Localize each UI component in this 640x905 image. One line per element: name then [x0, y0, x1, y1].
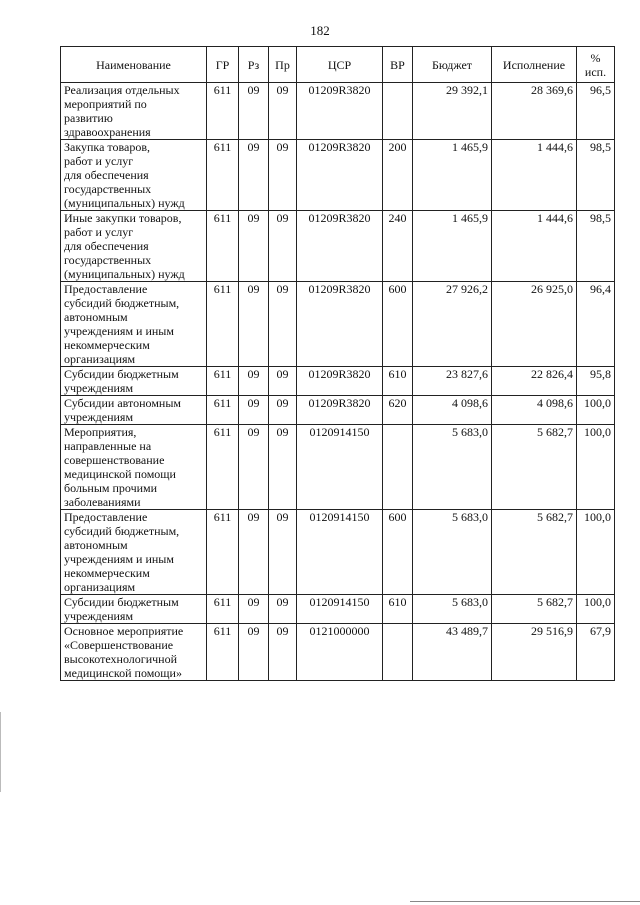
- row-name-line: государственных: [64, 182, 152, 196]
- row-name-line: некоммерческим: [64, 338, 150, 352]
- row-percent: 98,5: [577, 140, 615, 211]
- row-gr: 611: [207, 367, 239, 396]
- table-row: [61, 83, 615, 140]
- table-row: [61, 396, 615, 425]
- row-percent: 100,0: [577, 595, 615, 624]
- row-name-line: учреждениям и иным: [64, 552, 174, 566]
- row-name-line: для обеспечения: [64, 239, 149, 253]
- row-name-line: направленные на: [64, 439, 152, 453]
- row-vr: 240: [383, 211, 413, 282]
- row-name-line: учреждениям: [64, 410, 134, 424]
- row-name-line: здравоохранения: [64, 125, 151, 139]
- row-name-line: медицинской помощи»: [64, 666, 182, 680]
- row-name-line: для обеспечения: [64, 168, 149, 182]
- row-pr: 09: [269, 396, 297, 425]
- header-percent-sign: %: [590, 50, 601, 65]
- row-csr: 01209R3820: [297, 367, 383, 396]
- row-name-line: автономным: [64, 538, 128, 552]
- row-name-line: больным прочими: [64, 481, 158, 495]
- row-name-line: Реализация отдельных: [64, 83, 180, 97]
- table-header-row: [61, 47, 615, 83]
- row-name-line: Предоставление: [64, 510, 148, 524]
- row-pr: 09: [269, 624, 297, 681]
- row-name-line: заболеваниями: [64, 495, 141, 509]
- row-name-line: государственных: [64, 253, 152, 267]
- row-gr: 611: [207, 282, 239, 367]
- header-percent-abbr: исп.: [584, 64, 607, 79]
- row-name-line: развитию: [64, 111, 113, 125]
- table-row: [61, 624, 615, 681]
- row-pr: 09: [269, 595, 297, 624]
- row-name-line: (муниципальных) нужд: [64, 196, 185, 210]
- row-rz: 09: [239, 83, 269, 140]
- row-execution: 29 516,9: [492, 624, 577, 681]
- row-budget: 5 683,0: [413, 595, 492, 624]
- row-name-line: Иные закупки товаров,: [64, 211, 182, 225]
- row-percent: 96,5: [577, 83, 615, 140]
- row-csr: 01209R3820: [297, 140, 383, 211]
- row-gr: 611: [207, 425, 239, 510]
- row-budget: 43 489,7: [413, 624, 492, 681]
- row-name-line: учреждениям и иным: [64, 324, 174, 338]
- row-vr: 600: [383, 282, 413, 367]
- row-execution: 4 098,6: [492, 396, 577, 425]
- row-name-line: организациям: [64, 580, 136, 594]
- row-pr: 09: [269, 140, 297, 211]
- row-csr: 0120914150: [297, 510, 383, 595]
- row-name-line: медицинской помощи: [64, 467, 176, 481]
- row-name: [61, 396, 207, 425]
- header-csr: ЦСР: [297, 47, 383, 83]
- header-pr: Пр: [269, 47, 297, 83]
- row-rz: 09: [239, 282, 269, 367]
- row-execution: 22 826,4: [492, 367, 577, 396]
- row-name: [61, 367, 207, 396]
- row-name-line: учреждениям: [64, 381, 134, 395]
- row-rz: 09: [239, 595, 269, 624]
- row-rz: 09: [239, 367, 269, 396]
- table-row: [61, 140, 615, 211]
- row-name-line: работ и услуг: [64, 225, 134, 239]
- row-budget: 5 683,0: [413, 510, 492, 595]
- row-name: [61, 624, 207, 681]
- row-vr: [383, 83, 413, 140]
- row-budget: 1 465,9: [413, 140, 492, 211]
- header-percent: [577, 47, 615, 83]
- row-vr: 200: [383, 140, 413, 211]
- table-row: [61, 510, 615, 595]
- row-name-line: Субсидии бюджетным: [64, 367, 179, 381]
- page-number: 182: [310, 23, 330, 38]
- row-budget: 4 098,6: [413, 396, 492, 425]
- row-name-line: автономным: [64, 310, 128, 324]
- row-name-line: Субсидии бюджетным: [64, 595, 179, 609]
- row-execution: 5 682,7: [492, 425, 577, 510]
- row-name: [61, 510, 207, 595]
- row-rz: 09: [239, 396, 269, 425]
- table-row: [61, 595, 615, 624]
- row-pr: 09: [269, 282, 297, 367]
- row-name-line: «Совершенствование: [64, 638, 174, 652]
- scan-bottom-line: [410, 901, 640, 902]
- row-rz: 09: [239, 510, 269, 595]
- budget-execution-table: [60, 46, 615, 681]
- row-budget: 5 683,0: [413, 425, 492, 510]
- table-row: [61, 282, 615, 367]
- row-rz: 09: [239, 140, 269, 211]
- row-name-line: некоммерческим: [64, 566, 150, 580]
- header-rz: Рз: [239, 47, 269, 83]
- row-gr: 611: [207, 510, 239, 595]
- row-budget: 23 827,6: [413, 367, 492, 396]
- row-gr: 611: [207, 624, 239, 681]
- row-budget: 29 392,1: [413, 83, 492, 140]
- table-row: [61, 367, 615, 396]
- row-name-line: Основное мероприятие: [64, 624, 184, 638]
- table-row: [61, 425, 615, 510]
- row-pr: 09: [269, 510, 297, 595]
- row-execution: 5 682,7: [492, 595, 577, 624]
- row-gr: 611: [207, 83, 239, 140]
- row-pr: 09: [269, 83, 297, 140]
- row-gr: 611: [207, 595, 239, 624]
- row-vr: 610: [383, 367, 413, 396]
- table-row: [61, 211, 615, 282]
- row-rz: 09: [239, 624, 269, 681]
- row-vr: [383, 624, 413, 681]
- row-vr: 620: [383, 396, 413, 425]
- row-name-line: работ и услуг: [64, 154, 134, 168]
- row-execution: 26 925,0: [492, 282, 577, 367]
- row-gr: 611: [207, 396, 239, 425]
- row-name-line: высокотехнологичной: [64, 652, 178, 666]
- row-name: [61, 595, 207, 624]
- row-name-line: мероприятий по: [64, 97, 147, 111]
- row-name: [61, 211, 207, 282]
- row-name: [61, 140, 207, 211]
- row-rz: 09: [239, 211, 269, 282]
- row-percent: 96,4: [577, 282, 615, 367]
- row-percent: 95,8: [577, 367, 615, 396]
- row-execution: 1 444,6: [492, 211, 577, 282]
- row-csr: 0120914150: [297, 595, 383, 624]
- row-pr: 09: [269, 425, 297, 510]
- row-budget: 1 465,9: [413, 211, 492, 282]
- row-vr: 600: [383, 510, 413, 595]
- row-csr: 0120914150: [297, 425, 383, 510]
- row-name-line: Субсидии автономным: [64, 396, 181, 410]
- row-name-line: Закупка товаров,: [64, 140, 150, 154]
- row-gr: 611: [207, 140, 239, 211]
- row-vr: 610: [383, 595, 413, 624]
- row-csr: 01209R3820: [297, 282, 383, 367]
- row-name-line: учреждениям: [64, 609, 134, 623]
- row-percent: 100,0: [577, 396, 615, 425]
- row-name-line: совершенствование: [64, 453, 165, 467]
- row-csr: 0121000000: [297, 624, 383, 681]
- row-name-line: субсидий бюджетным,: [64, 296, 180, 310]
- row-pr: 09: [269, 367, 297, 396]
- row-execution: 1 444,6: [492, 140, 577, 211]
- header-gr: ГР: [207, 47, 239, 83]
- header-vr: ВР: [383, 47, 413, 83]
- row-percent: 67,9: [577, 624, 615, 681]
- row-name-line: Предоставление: [64, 282, 148, 296]
- row-csr: 01209R3820: [297, 83, 383, 140]
- row-gr: 611: [207, 211, 239, 282]
- row-csr: 01209R3820: [297, 396, 383, 425]
- row-percent: 98,5: [577, 211, 615, 282]
- header-budget: Бюджет: [413, 47, 492, 83]
- header-execution: Исполнение: [492, 47, 577, 83]
- row-name: [61, 425, 207, 510]
- row-rz: 09: [239, 425, 269, 510]
- row-execution: 28 369,6: [492, 83, 577, 140]
- row-name: [61, 282, 207, 367]
- row-budget: 27 926,2: [413, 282, 492, 367]
- table-body: [61, 83, 615, 681]
- row-percent: 100,0: [577, 510, 615, 595]
- header-name: Наименование: [61, 47, 207, 83]
- row-percent: 100,0: [577, 425, 615, 510]
- scan-margin-line: [0, 712, 1, 792]
- row-name-line: организациям: [64, 352, 136, 366]
- row-csr: 01209R3820: [297, 211, 383, 282]
- row-pr: 09: [269, 211, 297, 282]
- row-name-line: субсидий бюджетным,: [64, 524, 180, 538]
- row-vr: [383, 425, 413, 510]
- row-name-line: Мероприятия,: [64, 425, 137, 439]
- row-name-line: (муниципальных) нужд: [64, 267, 185, 281]
- row-name: [61, 83, 207, 140]
- row-execution: 5 682,7: [492, 510, 577, 595]
